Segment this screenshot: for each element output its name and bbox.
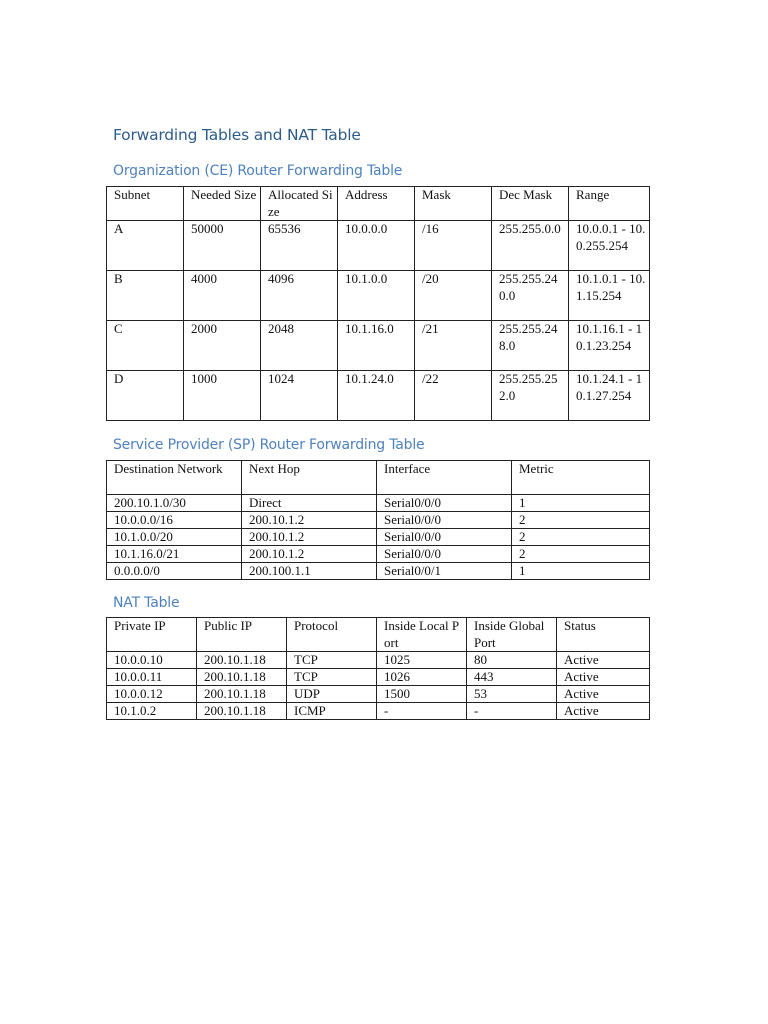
table-cell: 1024	[261, 371, 338, 421]
sp-forwarding-table	[106, 460, 650, 580]
table-cell: 10.1.0.0/20	[107, 529, 242, 546]
sp-table-heading: Service Provider (SP) Router Forwarding Table	[113, 437, 425, 453]
table-cell: 2	[512, 529, 650, 546]
table-cell: 200.10.1.18	[197, 703, 287, 720]
table-row	[107, 495, 650, 512]
header-cell-mask: Mask	[415, 187, 492, 221]
table-row	[107, 321, 650, 371]
table-cell: 10.0.0.10	[107, 652, 197, 669]
table-cell: 200.100.1.1	[242, 563, 377, 580]
table-cell: 10.0.0.12	[107, 686, 197, 703]
table-cell: D	[107, 371, 184, 421]
nat-table	[106, 617, 650, 720]
table-cell: Active	[557, 686, 650, 703]
header-cell-destination-network: Destination Network	[107, 461, 242, 495]
header-cell-private-ip: Private IP	[107, 618, 197, 652]
table-cell: 200.10.1.2	[242, 512, 377, 529]
table-cell: Active	[557, 652, 650, 669]
header-cell-dec-mask: Dec Mask	[492, 187, 569, 221]
table-cell: C	[107, 321, 184, 371]
header-cell-metric: Metric	[512, 461, 650, 495]
table-cell: 10.0.0.0	[338, 221, 415, 271]
table-row	[107, 371, 650, 421]
header-cell-range: Range	[569, 187, 650, 221]
table-cell: Serial0/0/1	[377, 563, 512, 580]
table-header-row	[107, 187, 650, 221]
table-row	[107, 703, 650, 720]
table-cell: 200.10.1.18	[197, 652, 287, 669]
table-cell: 80	[467, 652, 557, 669]
table-cell: 200.10.1.0/30	[107, 495, 242, 512]
header-cell-next-hop: Next Hop	[242, 461, 377, 495]
table-cell: 443	[467, 669, 557, 686]
table-cell: 255.255.0.0	[492, 221, 569, 271]
table-cell: /22	[415, 371, 492, 421]
table-cell: 10.1.24.0	[338, 371, 415, 421]
header-cell-interface: Interface	[377, 461, 512, 495]
table-cell: 10.0.0.1 - 10.0.255.254	[569, 221, 650, 271]
table-cell: 10.1.24.1 - 10.1.27.254	[569, 371, 650, 421]
table-cell: 200.10.1.2	[242, 546, 377, 563]
table-cell: 1	[512, 495, 650, 512]
table-row	[107, 221, 650, 271]
table-cell: 2	[512, 512, 650, 529]
table-cell: 255.255.248.0	[492, 321, 569, 371]
header-cell-inside-local-port: Inside Local Port	[377, 618, 467, 652]
table-cell: 200.10.1.18	[197, 669, 287, 686]
table-cell: 4000	[184, 271, 261, 321]
page-title: Forwarding Tables and NAT Table	[113, 126, 361, 144]
table-cell: 10.0.0.11	[107, 669, 197, 686]
header-cell-public-ip: Public IP	[197, 618, 287, 652]
ce-table-heading: Organization (CE) Router Forwarding Table	[113, 163, 403, 179]
table-cell: -	[467, 703, 557, 720]
table-cell: 10.1.0.1 - 10.1.15.254	[569, 271, 650, 321]
table-cell: 200.10.1.2	[242, 529, 377, 546]
table-cell: TCP	[287, 652, 377, 669]
table-cell: 10.1.0.0	[338, 271, 415, 321]
table-cell: Active	[557, 669, 650, 686]
header-cell-inside-global-port: Inside Global Port	[467, 618, 557, 652]
table-cell: 10.1.16.0/21	[107, 546, 242, 563]
table-cell: 10.1.16.0	[338, 321, 415, 371]
table-cell: 10.1.16.1 - 10.1.23.254	[569, 321, 650, 371]
table-cell: TCP	[287, 669, 377, 686]
table-cell: 10.1.0.2	[107, 703, 197, 720]
table-cell: 1025	[377, 652, 467, 669]
table-cell: Serial0/0/0	[377, 546, 512, 563]
header-cell-subnet: Subnet	[107, 187, 184, 221]
table-row	[107, 546, 650, 563]
header-cell-allocated-size: Allocated Size	[261, 187, 338, 221]
table-row	[107, 652, 650, 669]
table-cell: Serial0/0/0	[377, 512, 512, 529]
ce-forwarding-table	[106, 186, 650, 421]
nat-table-heading: NAT Table	[113, 595, 180, 611]
header-cell-status: Status	[557, 618, 650, 652]
table-cell: 65536	[261, 221, 338, 271]
table-row	[107, 686, 650, 703]
table-cell: 255.255.252.0	[492, 371, 569, 421]
table-cell: A	[107, 221, 184, 271]
table-cell: 2	[512, 546, 650, 563]
table-cell: 0.0.0.0/0	[107, 563, 242, 580]
header-cell-address: Address	[338, 187, 415, 221]
table-cell: 10.0.0.0/16	[107, 512, 242, 529]
table-cell: Serial0/0/0	[377, 529, 512, 546]
table-cell: ICMP	[287, 703, 377, 720]
table-row	[107, 563, 650, 580]
table-cell: /21	[415, 321, 492, 371]
table-cell: /20	[415, 271, 492, 321]
table-cell: Direct	[242, 495, 377, 512]
table-cell: 2048	[261, 321, 338, 371]
table-row	[107, 512, 650, 529]
table-row	[107, 271, 650, 321]
table-cell: B	[107, 271, 184, 321]
table-cell: -	[377, 703, 467, 720]
table-cell: 1	[512, 563, 650, 580]
table-cell: 53	[467, 686, 557, 703]
header-cell-needed-size: Needed Size	[184, 187, 261, 221]
table-cell: Active	[557, 703, 650, 720]
table-cell: 1026	[377, 669, 467, 686]
table-cell: 1000	[184, 371, 261, 421]
table-row	[107, 669, 650, 686]
table-cell: 4096	[261, 271, 338, 321]
table-header-row	[107, 618, 650, 652]
table-header-row	[107, 461, 650, 495]
header-cell-protocol: Protocol	[287, 618, 377, 652]
table-row	[107, 529, 650, 546]
table-cell: UDP	[287, 686, 377, 703]
table-cell: 1500	[377, 686, 467, 703]
table-cell: /16	[415, 221, 492, 271]
table-cell: 255.255.240.0	[492, 271, 569, 321]
table-cell: 2000	[184, 321, 261, 371]
table-cell: 200.10.1.18	[197, 686, 287, 703]
table-cell: Serial0/0/0	[377, 495, 512, 512]
table-cell: 50000	[184, 221, 261, 271]
